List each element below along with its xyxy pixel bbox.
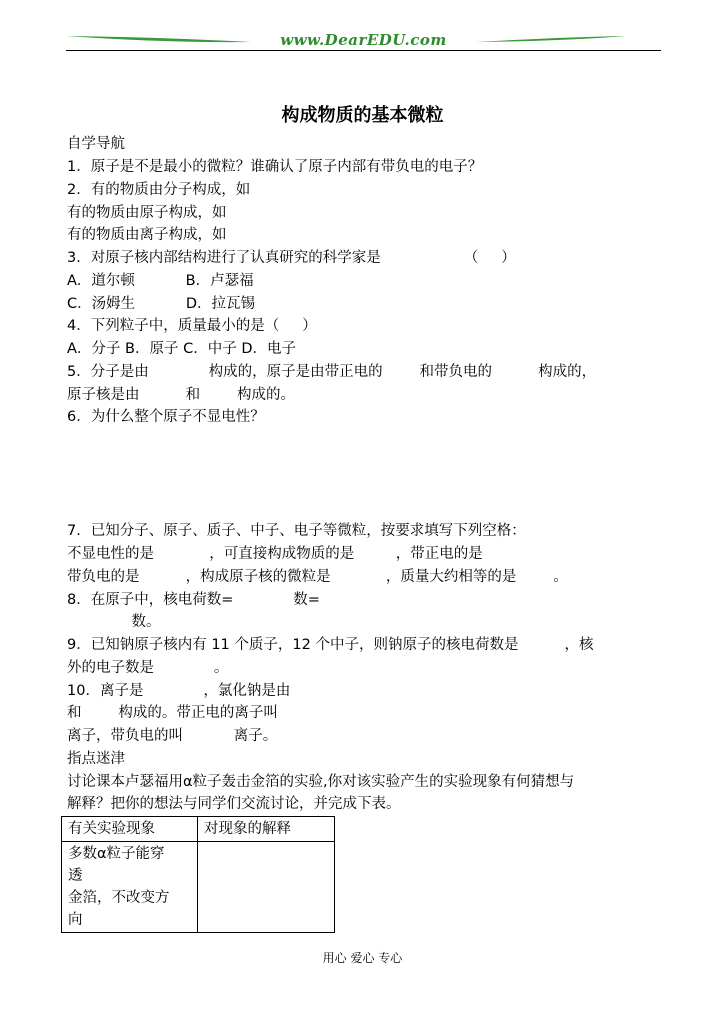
question-9: 9．已知钠原子核内有 11 个质子，12 个中子，则钠原子的核电荷数是 ，核 xyxy=(67,637,594,653)
question-7-line-2: 不显电性的是 ，可直接构成物质的是 ，带正电的是 xyxy=(67,546,483,562)
section-heading-self-study: 自学导航 xyxy=(67,136,125,152)
table-cell-explanation[interactable] xyxy=(198,842,335,933)
table-header-row xyxy=(62,817,335,842)
phenomenon-line: 多数α粒子能穿 xyxy=(68,846,165,862)
brand-logo: www.DearEDU.com xyxy=(280,31,447,49)
header-rule xyxy=(66,50,661,51)
question-2-line-2: 有的物质由原子构成，如 xyxy=(67,205,227,221)
question-8-line-2: 数。 xyxy=(67,614,161,630)
table-header-phenomenon: 有关实验现象 xyxy=(62,817,198,842)
section-heading-guidance: 指点迷津 xyxy=(67,751,125,767)
page-title: 构成物质的基本微粒 xyxy=(281,105,444,126)
question-4: 4．下列粒子中，质量最小的是（ ） xyxy=(67,318,317,334)
question-5: 5．分子是由 构成的，原子是由带正电的 和带负电的 构成的， xyxy=(67,364,597,380)
page-header xyxy=(66,28,661,52)
question-9-line-2: 外的电子数是 。 xyxy=(67,660,229,676)
question-6: 6．为什么整个原子不显电性？ xyxy=(67,409,265,425)
question-10-line-2: 和 构成的。带正电的离子叫 xyxy=(67,705,278,721)
question-3-options-ab: A．道尔顿 B．卢瑟福 xyxy=(67,273,254,289)
experiment-table xyxy=(61,816,335,933)
table-row xyxy=(62,842,335,933)
question-3: 3．对原子核内部结构进行了认真研究的科学家是 （ ） xyxy=(67,250,516,266)
question-2-line-3: 有的物质由离子构成，如 xyxy=(67,227,227,243)
question-2: 2．有的物质由分子构成，如 xyxy=(67,182,251,198)
phenomenon-line: 金箔，不改变方 xyxy=(68,890,170,906)
question-8: 8．在原子中，核电荷数= 数= xyxy=(67,592,320,608)
page-footer: 用心 爱心 专心 xyxy=(322,951,403,965)
question-4-options: A．分子 B．原子 C．中子 D．电子 xyxy=(67,341,296,357)
phenomenon-line: 透 xyxy=(68,868,83,884)
table-cell-phenomenon xyxy=(62,842,198,933)
discussion-prompt: 讨论课本卢瑟福用α粒子轰击金箔的实验,你对该实验产生的实验现象有何猜想与 xyxy=(67,774,575,790)
question-7-line-3: 带负电的是 ，构成原子核的微粒是 ，质量大约相等的是 。 xyxy=(67,569,568,585)
question-10-line-3: 离子，带负电的叫 离子。 xyxy=(67,728,278,744)
phenomenon-line: 向 xyxy=(68,912,83,928)
question-7: 7．已知分子、原子、质子、中子、电子等微粒，按要求填写下列空格： xyxy=(67,523,526,539)
discussion-prompt-line-2: 解释？把你的想法与同学们交流讨论，并完成下表。 xyxy=(67,796,401,812)
question-10: 10．离子是 ，氯化钠是由 xyxy=(67,683,291,699)
question-5-line-2: 原子核是由 和 构成的。 xyxy=(67,387,295,403)
question-1: 1．原子是不是最小的微粒？谁确认了原子内部有带负电的电子？ xyxy=(67,159,483,175)
table-header-explanation: 对现象的解释 xyxy=(198,817,335,842)
question-3-options-cd: C．汤姆生 D．拉瓦锡 xyxy=(67,296,255,312)
